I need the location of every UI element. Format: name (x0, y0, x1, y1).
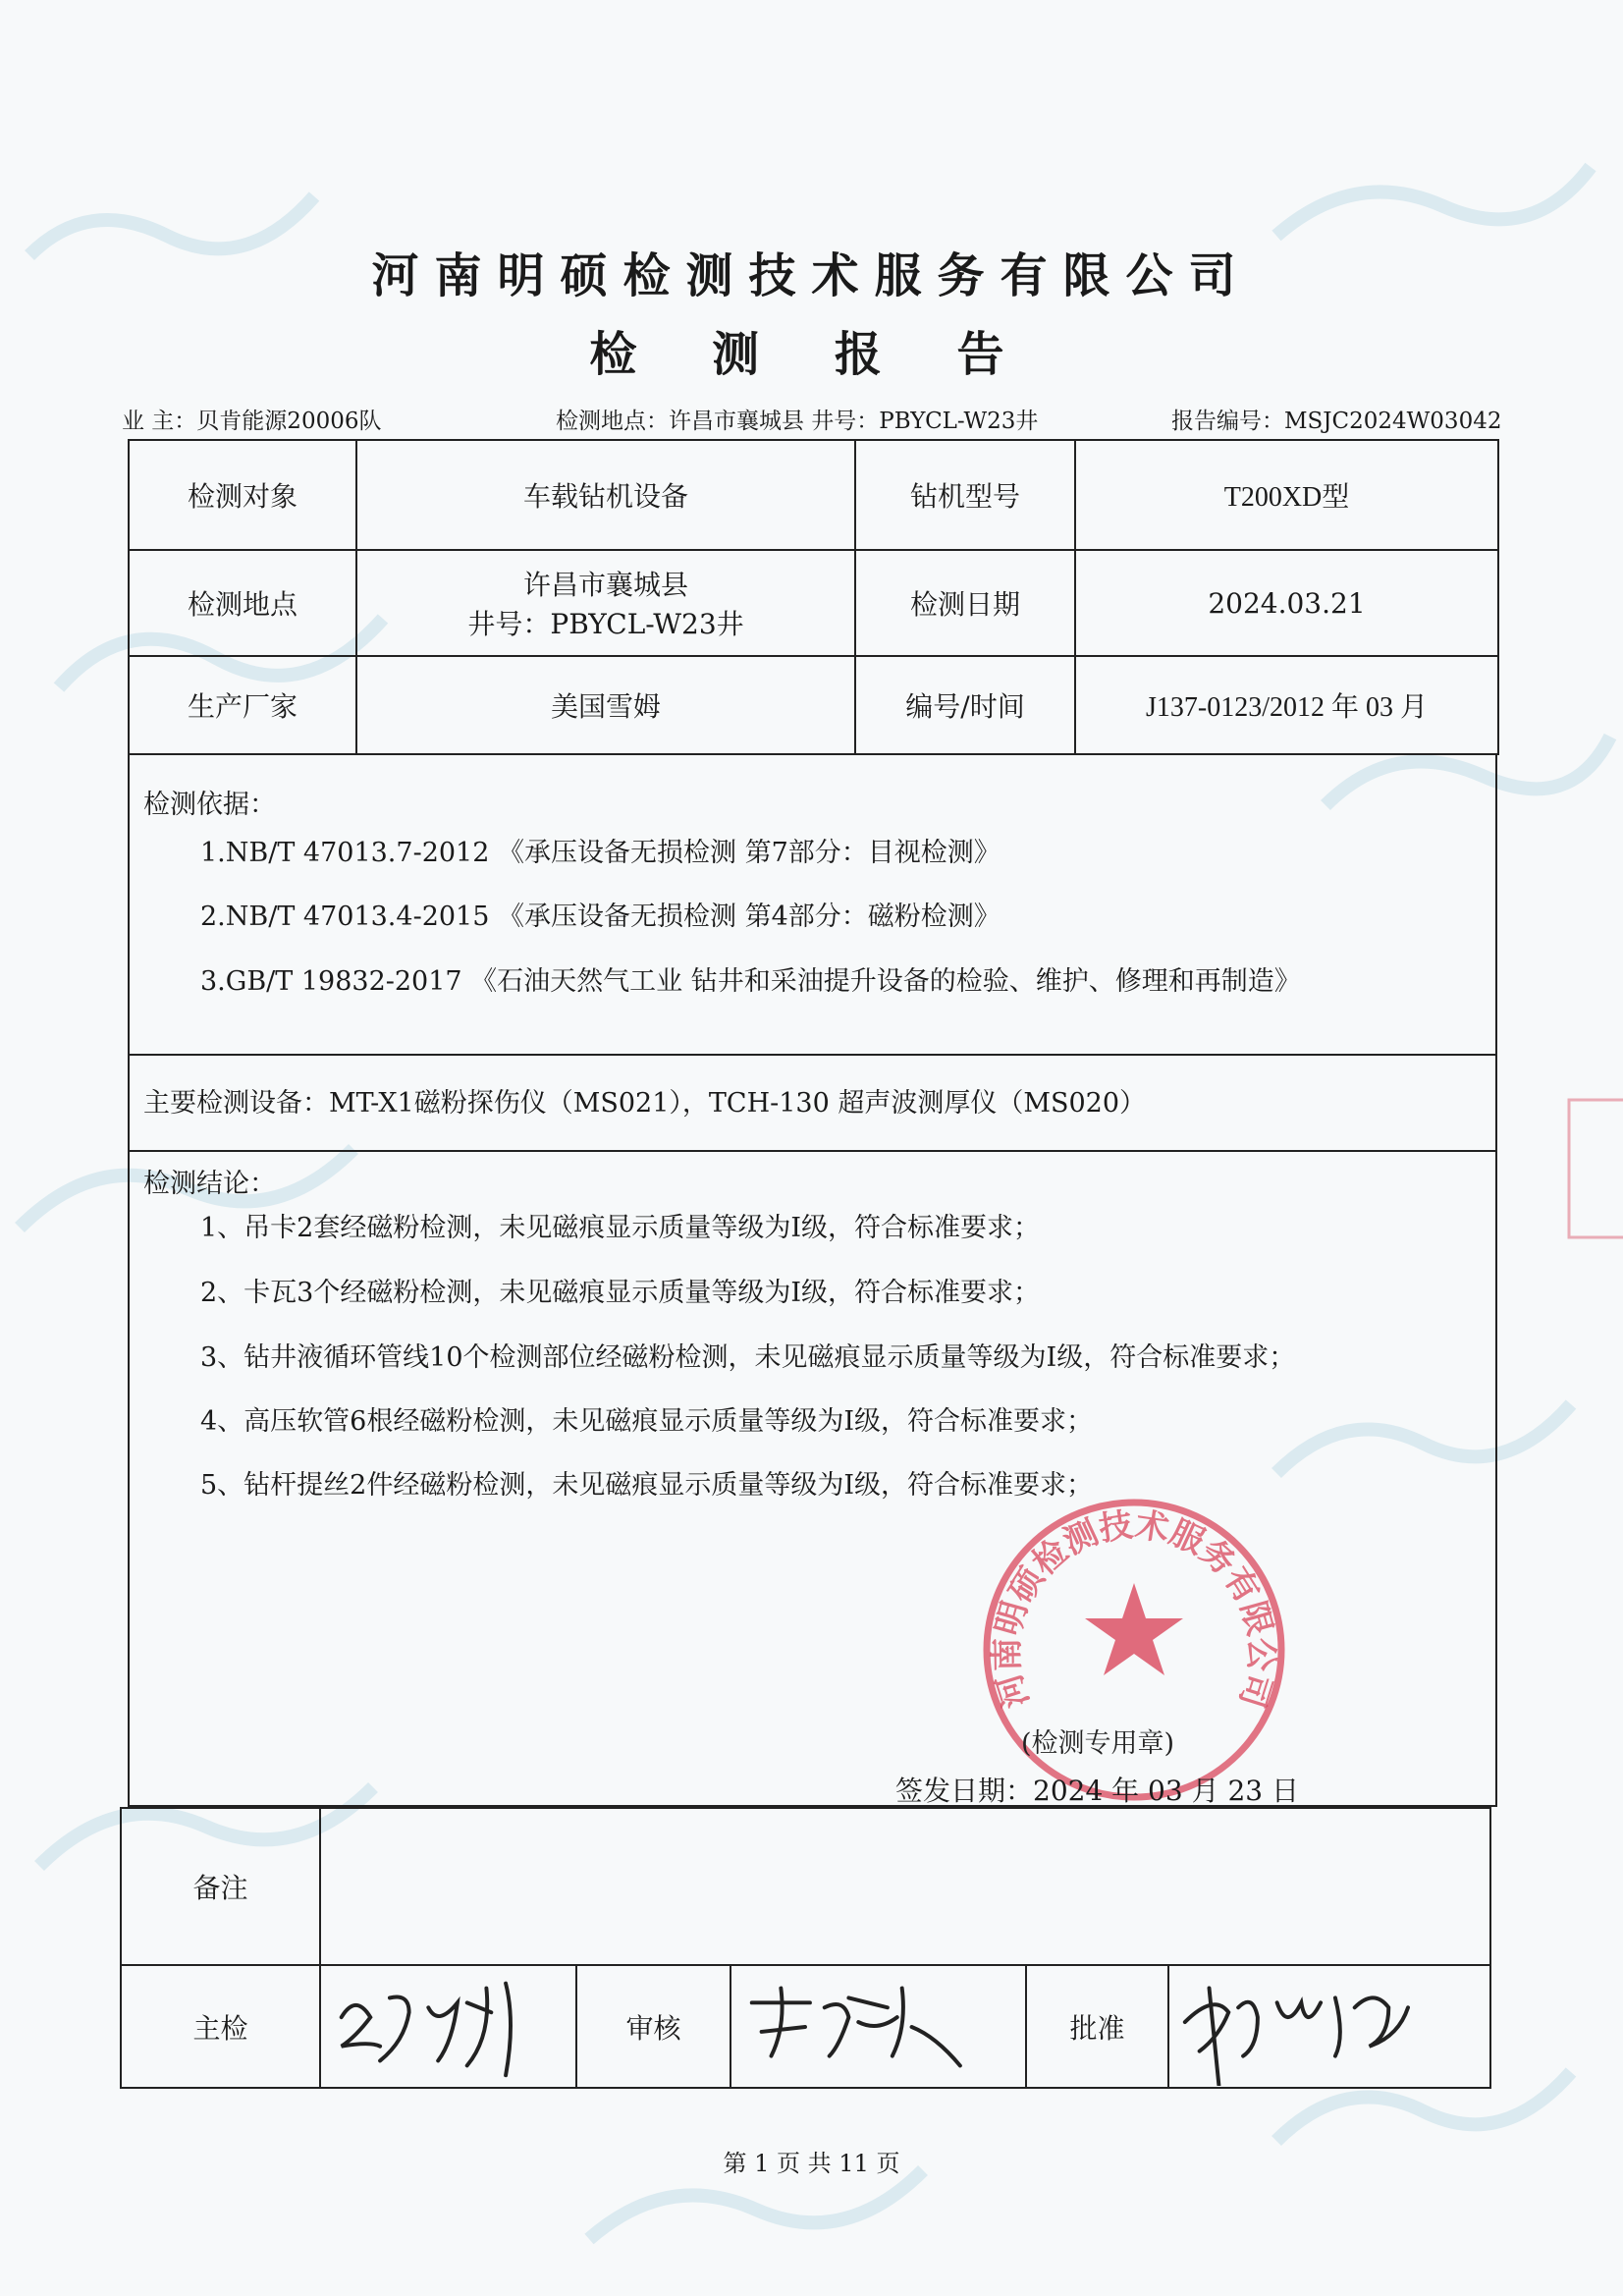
conclusion-item-5: 5、钻杆提丝2件经磁粉检测，未见磁痕显示质量等级为Ⅰ级，符合标准要求； (200, 1470, 1094, 1501)
company-title: 河南明硕检测技术服务有限公司 (371, 248, 1252, 303)
conclusion-item-2: 2、卡瓦3个经磁粉检测，未见磁痕显示质量等级为Ⅰ级，符合标准要求； (200, 1278, 1041, 1308)
location-text: 检测地点：许昌市襄城县 井号：PBYCL-W23井 (556, 409, 1039, 434)
maker-label: 生产厂家 (129, 656, 356, 754)
inspector-signature-icon (322, 1968, 574, 2086)
approver-signature (1168, 1965, 1490, 2088)
basis-title: 检测依据： (143, 790, 276, 820)
conclusion-item-1: 1、吊卡2套经磁粉检测，未见磁痕显示质量等级为Ⅰ级，符合标准要求； (200, 1213, 1041, 1243)
place-line2: 井号：PBYCL-W23井 (467, 608, 744, 640)
model-label: 钻机型号 (855, 440, 1075, 550)
stamp-label: (检测专用章) (1021, 1728, 1175, 1759)
equipment-section (128, 1056, 1497, 1152)
conclusion-title: 检测结论： (143, 1169, 276, 1199)
approver-label: 批准 (1026, 1965, 1168, 2088)
sign-date: 签发日期：2024 年 03 月 23 日 (895, 1775, 1300, 1807)
edge-stamp-icon (1559, 1090, 1623, 1247)
conclusion-item-3: 3、钻井液循环管线10个检测部位经磁粉检测，未见磁痕显示质量等级为Ⅰ级，符合标准要求； (200, 1342, 1296, 1373)
info-table (128, 439, 1499, 755)
conclusion-section (128, 1152, 1497, 1807)
place-value (356, 550, 855, 656)
place-line1: 许昌市襄城县 (522, 569, 688, 601)
approval-table (120, 1807, 1491, 2089)
page-number: 第 1 页 共 11 页 (723, 2150, 900, 2177)
place-label: 检测地点 (129, 550, 356, 656)
maker-value: 美国雪姆 (356, 656, 855, 754)
inspector-label: 主检 (121, 1965, 320, 2088)
report-title: 检 测 报 告 (589, 327, 1034, 382)
inspector-signature (320, 1965, 576, 2088)
equipment-text: 主要检测设备：MT-X1磁粉探伤仪（MS021），TCH-130 超声波测厚仪（MS020） (143, 1088, 1147, 1119)
date-value: 2024.03.21 (1075, 550, 1498, 656)
remarks-value (320, 1808, 1490, 1965)
official-seal-icon (977, 1493, 1291, 1807)
remarks-label: 备注 (121, 1808, 320, 1965)
object-value: 车载钻机设备 (356, 440, 855, 550)
serial-value: J137-0123/2012 年 03 月 (1075, 656, 1498, 754)
model-value: T200XD型 (1075, 440, 1498, 550)
basis-item-3: 3.GB/T 19832-2017 《石油天然气工业 钻井和采油提升设备的检验、维护、修理和再制造》 (200, 966, 1301, 997)
object-label: 检测对象 (129, 440, 356, 550)
date-label: 检测日期 (855, 550, 1075, 656)
basis-item-2: 2.NB/T 47013.4-2015 《承压设备无损检测 第4部分：磁粉检测》 (200, 902, 1001, 932)
conclusion-item-4: 4、高压软管6根经磁粉检测，未见磁痕显示质量等级为Ⅰ级，符合标准要求； (200, 1406, 1094, 1437)
serial-label: 编号/时间 (855, 656, 1075, 754)
reviewer-label: 审核 (576, 1965, 730, 2088)
seal-text: 河南明硕检测技术服务有限公司 (987, 1504, 1281, 1713)
owner-text: 业 主：贝肯能源20006队 (122, 409, 382, 434)
approver-signature-icon (1170, 1968, 1488, 2086)
report-number: 报告编号：MSJC2024W03042 (1171, 409, 1502, 434)
reviewer-signature-icon (732, 1968, 1024, 2086)
basis-item-1: 1.NB/T 47013.7-2012 《承压设备无损检测 第7部分：目视检测》 (200, 838, 1001, 868)
basis-section (128, 753, 1497, 1056)
reviewer-signature (730, 1965, 1026, 2088)
